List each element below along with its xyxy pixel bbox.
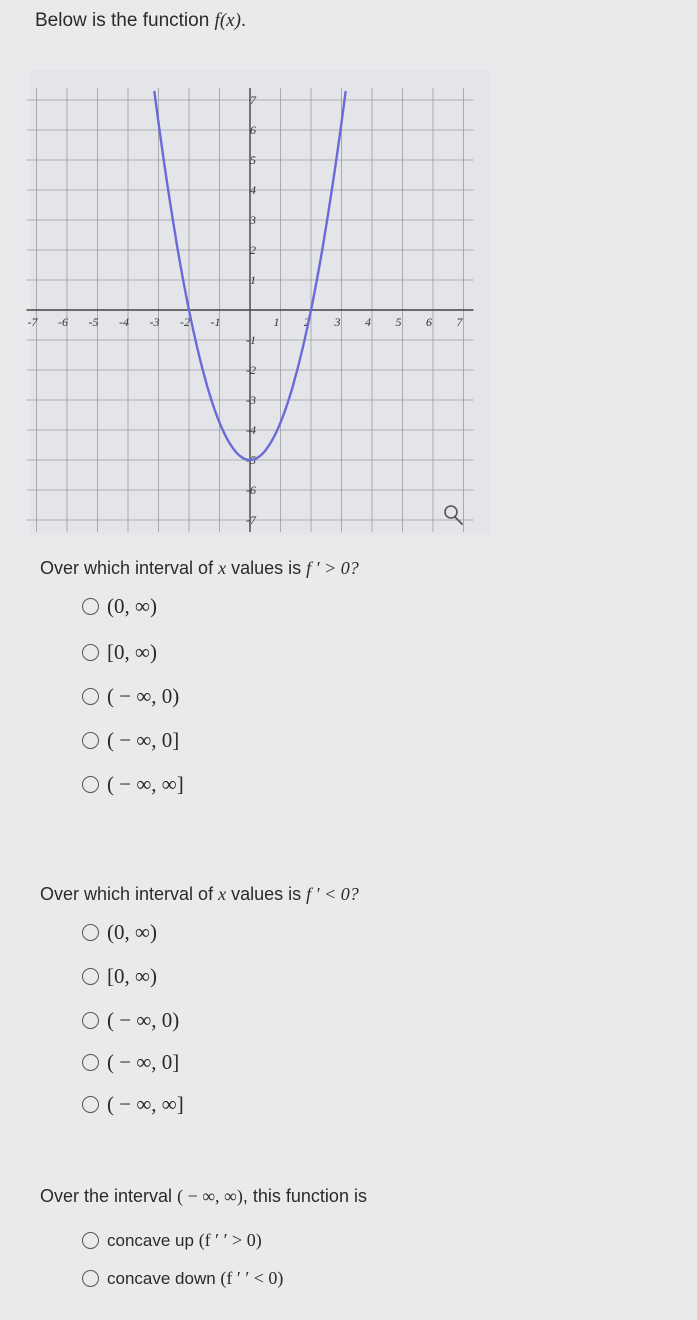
option-label: [0, ∞): [107, 964, 157, 988]
x-tick-label: -6: [58, 315, 68, 329]
y-tick-label: 4: [250, 183, 256, 197]
radio-icon[interactable]: [82, 968, 99, 985]
x-tick-label: 4: [365, 315, 371, 329]
q3-option-concave-down[interactable]: [82, 1268, 283, 1289]
x-tick-label: 1: [273, 315, 280, 329]
option-text: concave down: [107, 1269, 216, 1288]
option-label: ( − ∞, 0): [107, 1008, 180, 1032]
function-name: f(x): [214, 10, 241, 31]
y-tick-label: 6: [250, 123, 256, 137]
radio-icon[interactable]: [82, 644, 99, 661]
radio-icon[interactable]: [82, 924, 99, 941]
q3-option-concave-up[interactable]: [82, 1230, 262, 1251]
question-3-interval: ( − ∞, ∞): [177, 1186, 243, 1206]
x-tick-label: 3: [334, 315, 341, 329]
intro-label: Below is the function: [35, 10, 210, 31]
x-tick-label: 6: [426, 315, 432, 329]
question-3: [40, 1186, 367, 1207]
question-2-prefix: Over which interval of: [40, 884, 214, 904]
q2-option-5[interactable]: [82, 1092, 184, 1117]
x-tick-label: -3: [149, 315, 160, 329]
x-tick-label: -1: [210, 315, 221, 329]
option-label: [107, 1230, 262, 1251]
y-tick-label: 7: [250, 93, 256, 107]
question-2: [40, 884, 359, 905]
graph-background: [27, 70, 490, 535]
y-tick-label: -5: [246, 453, 256, 467]
q2-option-2[interactable]: [82, 964, 157, 989]
option-math: (f ′ ′ < 0): [220, 1268, 284, 1288]
radio-icon[interactable]: [82, 1096, 99, 1113]
q1-option-1[interactable]: [82, 594, 157, 619]
function-graph: [27, 70, 490, 535]
radio-icon[interactable]: [82, 688, 99, 705]
question-2-var: x: [218, 884, 227, 904]
x-tick-label: 2: [304, 315, 310, 329]
question-2-condition: f ′ < 0?: [306, 884, 359, 904]
q1-option-3[interactable]: [82, 684, 179, 709]
y-tick-label: -7: [246, 513, 256, 527]
x-tick-label: -5: [88, 315, 99, 329]
q1-option-2[interactable]: [82, 640, 157, 665]
option-label: ( − ∞, 0]: [107, 728, 180, 752]
y-tick-label: 3: [250, 213, 256, 227]
option-label: ( − ∞, 0]: [107, 1050, 180, 1074]
radio-icon[interactable]: [82, 1270, 99, 1287]
q2-option-3[interactable]: [82, 1008, 179, 1033]
intro-period: .: [240, 10, 247, 31]
question-1-condition: f ′ > 0?: [306, 558, 359, 578]
q1-option-5[interactable]: [82, 772, 184, 797]
radio-icon[interactable]: [82, 776, 99, 793]
question-3-suffix: , this function is: [242, 1186, 367, 1206]
radio-icon[interactable]: [82, 1232, 99, 1249]
y-tick-label: -3: [246, 393, 256, 407]
question-1-prefix: Over which interval of: [40, 558, 214, 578]
radio-icon[interactable]: [82, 732, 99, 749]
option-label: [107, 1268, 283, 1289]
q1-option-4[interactable]: [82, 728, 179, 753]
option-label: (0, ∞): [107, 594, 157, 618]
q2-option-4[interactable]: [82, 1050, 179, 1075]
y-tick-label: 5: [250, 153, 256, 167]
question-1: [40, 558, 359, 579]
question-3-prefix: Over the interval: [40, 1186, 173, 1206]
x-tick-label: -7: [27, 315, 38, 329]
x-tick-label: 5: [395, 315, 402, 329]
y-tick-label: 1: [250, 273, 256, 287]
option-label: [0, ∞): [107, 640, 157, 664]
option-math: (f ′ ′ > 0): [198, 1230, 262, 1250]
option-label: (0, ∞): [107, 920, 157, 944]
y-tick-label: 2: [250, 243, 256, 257]
y-tick-label: -2: [246, 363, 256, 377]
question-2-mid: values is: [231, 884, 302, 904]
option-label: ( − ∞, ∞]: [107, 772, 184, 796]
option-label: ( − ∞, ∞]: [107, 1092, 184, 1116]
y-tick-label: -1: [246, 333, 256, 347]
x-tick-label: -4: [119, 315, 129, 329]
y-tick-label: -6: [246, 483, 256, 497]
option-text: concave up: [107, 1231, 194, 1250]
x-tick-label: 7: [456, 315, 463, 329]
q2-option-1[interactable]: [82, 920, 157, 945]
question-1-var: x: [218, 558, 227, 578]
x-tick-label: -2: [180, 315, 190, 329]
option-label: ( − ∞, 0): [107, 684, 180, 708]
question-1-mid: values is: [231, 558, 302, 578]
y-tick-label: -4: [246, 423, 256, 437]
radio-icon[interactable]: [82, 598, 99, 615]
intro-text: [35, 10, 246, 32]
radio-icon[interactable]: [82, 1012, 99, 1029]
radio-icon[interactable]: [82, 1054, 99, 1071]
